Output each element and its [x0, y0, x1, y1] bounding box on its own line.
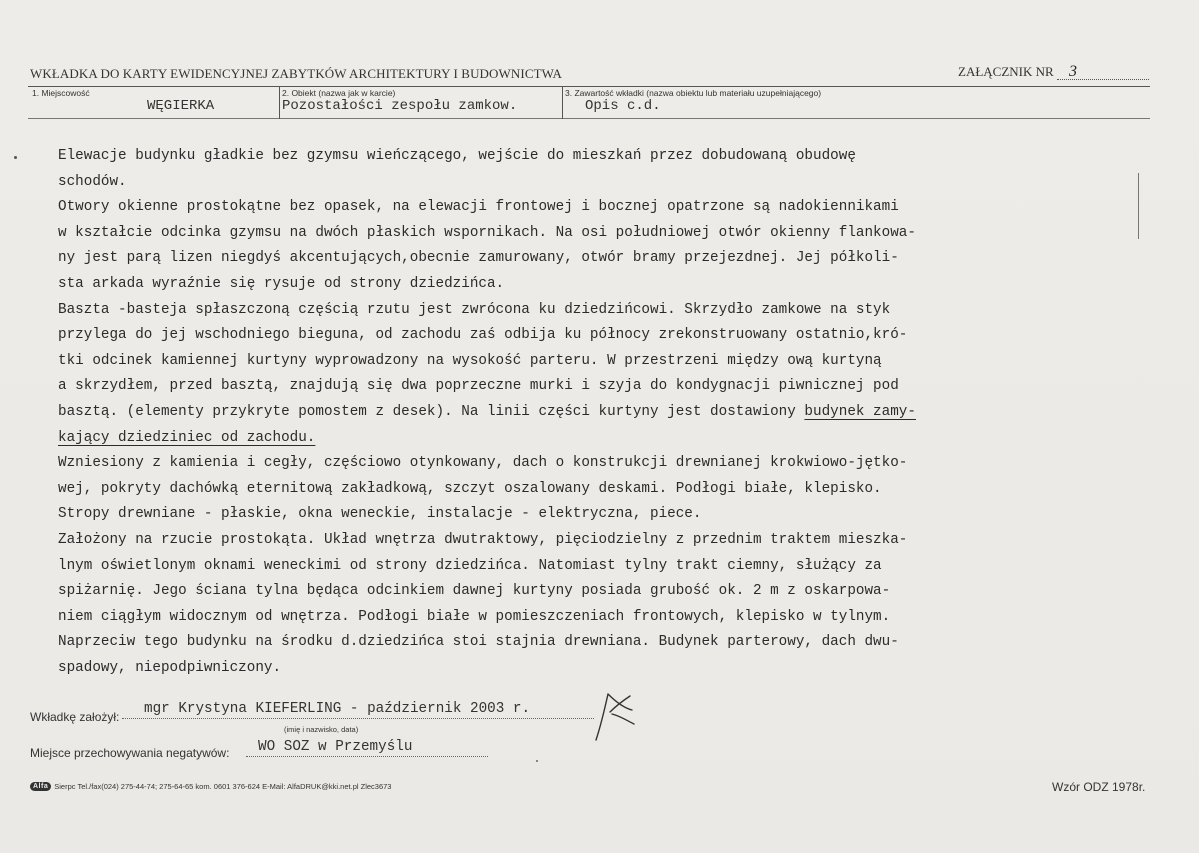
place-label: 1. Miejscowość: [32, 88, 90, 98]
text-line: w kształcie odcinka gzymsu na dwóch płaskich wspornikach. Na osi południowej otwór okienny flankowa-: [58, 224, 916, 241]
attachment-label: ZAŁĄCZNIK NR: [958, 64, 1054, 79]
text-line: ny jest parą lizen niegdyś akcentujących,obecnie zamurowany, otwór bramy przejezdnej. Jej półkoli-: [58, 250, 899, 267]
text-line: Stropy drewniane - płaskie, okna weneckie, instalacje - elektryczna, piece.: [58, 506, 702, 523]
printer-logo: Alfa: [30, 782, 51, 791]
attachment-number-field: [958, 64, 1149, 80]
text-line: sta arkada wyraźnie się rysuje od strony dziedzińca.: [58, 275, 505, 292]
negatives-value: WO SOZ w Przemyślu: [246, 738, 488, 757]
text-line: spadowy, niepodpiwniczony.: [58, 659, 282, 676]
text-line: Wzniesiony z kamienia i cegły, częściowo otynkowany, dach o konstrukcji drewnianej krokwiowo-jętko-: [58, 455, 908, 472]
text-line: Otwory okienne prostokątne bez opasek, na elewacji frontowej i bocznej opatrzone są nadokiennikami: [58, 199, 899, 216]
text-line: schodów.: [58, 173, 127, 190]
margin-line: [1138, 173, 1139, 239]
text-line: Naprzeciw tego budynku na środku d.dziedzińca stoi stajnia drewniana. Budynek parterowy, dach dwu-: [58, 634, 899, 651]
margin-dot: [14, 156, 17, 159]
text-line-with-underline: [58, 400, 1098, 426]
text-line: wej, pokryty dachówką eternitową zakładkową, szczyt oszalowany deskami. Podłogi białe, klepisko.: [58, 480, 882, 497]
text-line: tki odcinek kamiennej kurtyny wyprowadzony na wysokość parteru. W przestrzeni między ową kurtyną: [58, 352, 882, 369]
text-line: lnym oświetlonym oknami weneckimi od strony dziedzińca. Natomiast tylny trakt ciemny, służący za: [58, 557, 882, 574]
object-value: Pozostałości zespołu zamkow.: [282, 98, 518, 114]
underlined-segment: kający dziedziniec od zachodu.: [58, 429, 316, 446]
content-label: 3. Zawartość wkładki (nazwa obiektu lub materiału uzupełniającego): [565, 88, 822, 98]
negatives-label: Miejsce przechowywania negatywów:: [30, 746, 230, 760]
text-segment: basztą. (elementy przykryte pomostem z desek). Na linii części kurtyny jest dostawiony: [58, 403, 805, 420]
author-sublabel: (imię i nazwisko, data): [284, 725, 359, 734]
text-line: spiżarnię. Jego ściana tylna będąca odcinkiem dawnej kurtyny posiada grubość ok. 2 m z oskarpowa-: [58, 583, 891, 600]
text-line: a skrzydłem, przed basztą, znajdują się dwa poprzeczne murki i szyja do kondygnacji piwnicznej pod: [58, 378, 899, 395]
place-value: WĘGIERKA: [147, 98, 215, 114]
text-line-underlined: [58, 426, 1098, 452]
description-text: [58, 144, 1098, 681]
text-line: Założony na rzucie prostokąta. Układ wnętrza dwutraktowy, pięciodzielny z przednim traktem mieszka-: [58, 531, 908, 548]
printer-info: Sierpc Tel./fax(024) 275-44-74; 275-64-65 kom. 0601 376-624 E-Mail: AlfaDRUK@kki.net.pl Zlec3673: [54, 782, 392, 791]
underlined-segment: budynek zamy-: [804, 403, 916, 420]
author-value: mgr Krystyna KIEFERLING - październik 2003 r.: [122, 700, 594, 719]
form-title: WKŁADKA DO KARTY EWIDENCYJNEJ ZABYTKÓW ARCHITEKTURY I BUDOWNICTWA: [30, 66, 563, 81]
form-code: Wzór ODZ 1978r.: [1052, 780, 1146, 794]
text-line: Elewacje budynku gładkie bez gzymsu wieńczącego, wejście do mieszkań przez dobudowaną obudowę: [58, 148, 856, 164]
signature-mark: [590, 688, 638, 746]
field-divider-2: [562, 86, 563, 119]
attachment-number: 3: [1057, 65, 1149, 80]
author-label: Wkładkę założył:: [30, 710, 120, 724]
text-line: Baszta -basteja spłaszczoną częścią rzutu jest zwrócona ku dziedzińcowi. Skrzydło zamkowe na styk: [58, 301, 891, 318]
header-rule-bottom: [28, 118, 1150, 119]
text-line: przylega do jej wschodniego bieguna, od zachodu zaś odbija ku północy zrekonstruowany ostatnio,kró-: [58, 327, 908, 344]
stray-dot: [536, 760, 538, 762]
header-rule-top: [28, 86, 1150, 87]
content-value: Opis c.d.: [585, 98, 661, 114]
field-divider-1: [279, 86, 280, 119]
text-line: niem ciągłym widocznym od wnętrza. Podłogi białe w pomieszczeniach frontowych, klepisko w tylnym.: [58, 608, 891, 625]
object-label: 2. Obiekt (nazwa jak w karcie): [282, 88, 396, 98]
printer-imprint: [30, 782, 391, 791]
